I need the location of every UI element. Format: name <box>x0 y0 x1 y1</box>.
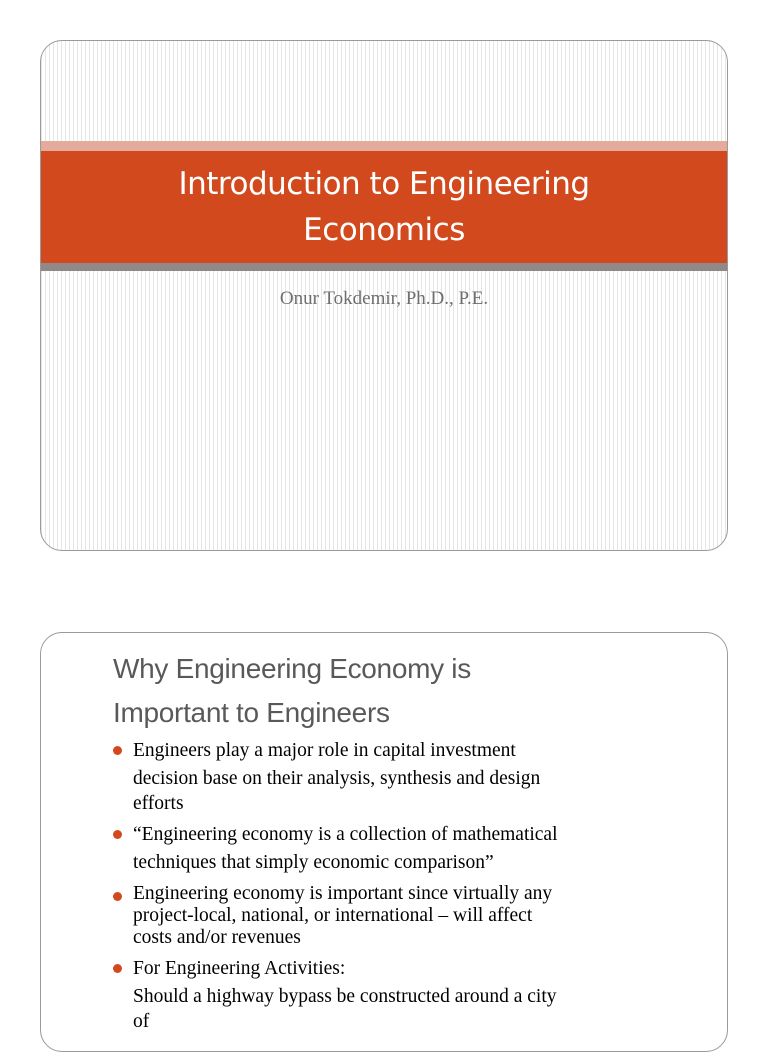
bullet-line: decision base on their analysis, synthesis and design <box>133 768 541 789</box>
bullet-line: efforts <box>133 793 184 814</box>
bullet-line: costs and/or revenues <box>133 927 301 948</box>
bullet-item <box>113 821 713 877</box>
bullet-line: Engineering economy is important since virtually any <box>133 883 553 904</box>
slide-heading <box>113 647 673 735</box>
bullet-item <box>113 737 713 815</box>
bullet-line: “Engineering economy is a collection of mathematical <box>133 824 558 845</box>
title-slide <box>40 40 728 551</box>
bullet-line: Should a highway bypass be constructed around a city <box>133 986 557 1007</box>
bullet-line: For Engineering Activities: <box>133 958 346 979</box>
slide-title <box>41 161 727 253</box>
bullet-item <box>113 955 713 1033</box>
slide-heading-line-2: Important to Engineers <box>113 697 390 728</box>
bullet-line: techniques that simply economic comparison” <box>133 852 494 873</box>
bullet-list <box>113 737 713 1039</box>
bullet-line: Engineers play a major role in capital investment <box>133 740 516 761</box>
slide-title-line-2: Economics <box>303 212 465 248</box>
bullet-item <box>113 883 713 949</box>
bullet-line: of <box>133 1011 150 1032</box>
slide-heading-line-1: Why Engineering Economy is <box>113 653 471 684</box>
slide-title-line-1: Introduction to Engineering <box>178 166 590 202</box>
slide-subtitle-author: Onur Tokdemir, Ph.D., P.E. <box>279 288 489 309</box>
bullet-dot-icon <box>113 964 122 973</box>
bullet-dot-icon <box>113 746 122 755</box>
content-slide <box>40 632 728 1052</box>
bullet-dot-icon <box>113 830 122 839</box>
bullet-dot-icon <box>113 892 122 901</box>
bullet-line: project-local, national, or international – will affect <box>133 905 533 926</box>
title-band-accent-light <box>41 141 727 151</box>
title-band-underline <box>41 263 727 271</box>
